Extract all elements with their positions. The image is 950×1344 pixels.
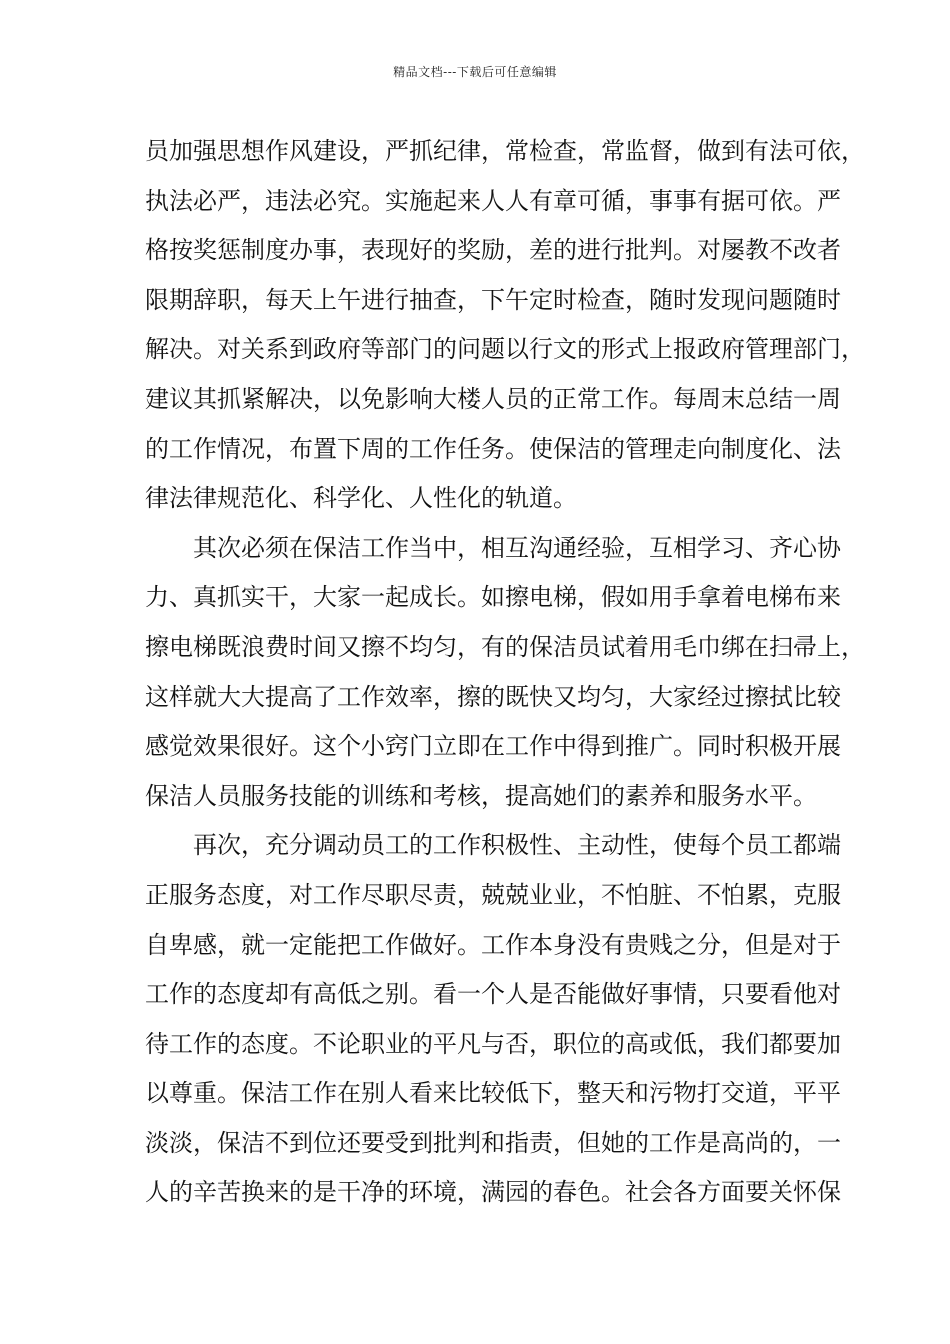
text-line: 淡淡，保洁不到位还要受到批判和指责，但她的工作是高尚的，一 [145, 1128, 841, 1157]
text-line: 的工作情况，布置下周的工作任务。使保洁的管理走向制度化、法 [145, 434, 841, 463]
text-line: 律法律规范化、科学化、人性化的轨道。 [145, 484, 577, 513]
text-line: 待工作的态度。不论职业的平凡与否，职位的高或低，我们都要加 [145, 1029, 841, 1058]
text-line: 擦电梯既浪费时间又擦不均匀，有的保洁员试着用毛巾绑在扫帚上， [145, 632, 865, 661]
text-line: 以尊重。保洁工作在别人看来比较低下，整天和污物打交道，平平 [145, 1079, 841, 1108]
page-header: 精品文档---下载后可任意编辑 [393, 65, 557, 79]
text-line: 执法必严，违法必究。实施起来人人有章可循，事事有据可依。严 [145, 186, 841, 215]
text-line: 保洁人员服务技能的训练和考核，提高她们的素养和服务水平。 [145, 781, 817, 810]
text-line: 自卑感，就一定能把工作做好。工作本身没有贵贱之分，但是对于 [145, 930, 841, 959]
paragraph-start-line: 其次必须在保洁工作当中，相互沟通经验，互相学习、齐心协 [193, 533, 841, 562]
text-line: 限期辞职，每天上午进行抽查，下午定时检查，随时发现问题随时 [145, 285, 841, 314]
text-line: 感觉效果很好。这个小窍门立即在工作中得到推广。同时积极开展 [145, 732, 841, 761]
text-line: 这样就大大提高了工作效率，擦的既快又均匀，大家经过擦拭比较 [145, 682, 841, 711]
text-line: 工作的态度却有高低之别。看一个人是否能做好事情，只要看他对 [145, 980, 841, 1009]
text-line: 格按奖惩制度办事，表现好的奖励，差的进行批判。对屡教不改者 [145, 236, 841, 265]
paragraph-start-line: 再次，充分调动员工的工作积极性、主动性，使每个员工都端 [193, 831, 841, 860]
text-line: 员加强思想作风建设，严抓纪律，常检查，常监督，做到有法可依， [145, 137, 865, 165]
body-text [145, 127, 865, 1218]
text-line: 人的辛苦换来的是干净的环境，满园的春色。社会各方面要关怀保 [145, 1178, 841, 1207]
text-line: 建议其抓紧解决，以免影响大楼人员的正常工作。每周末总结一周 [145, 384, 841, 413]
text-line: 解决。对关系到政府等部门的问题以行文的形式上报政府管理部门， [145, 335, 865, 364]
text-line: 正服务态度，对工作尽职尽责，兢兢业业，不怕脏、不怕累，克服 [145, 880, 841, 909]
text-line: 力、真抓实干，大家一起成长。如擦电梯，假如用手拿着电梯布来 [145, 583, 841, 612]
